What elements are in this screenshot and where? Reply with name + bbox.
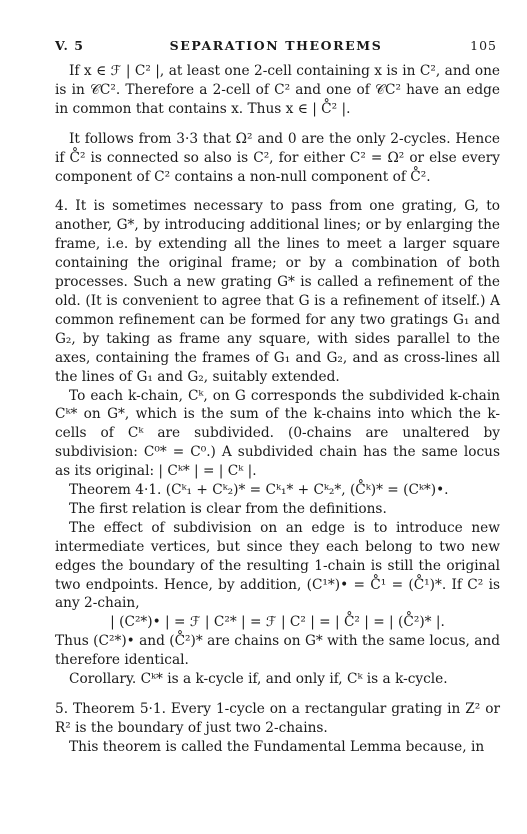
paragraph-subdivided-chain: To each k-chain, Cᵏ, on G corresponds the subdivided k-chain Cᵏ* on G*, which is the sum of the k-chains into which the k-cells of Cᵏ are subdivided. (0-chains are unaltered by subdivision: C⁰* = C⁰.) A subdivided chain has the same locus as its original: | Cᵏ* | = | Cᵏ |.: [55, 387, 500, 480]
paragraph-2-cycles: It follows from 3·3 that Ω² and 0 are the only 2-cycles. Hence if C̊² is connected so also is C², for either C² = Ω² or else every component of C² contains a non-null component of C̊².: [55, 130, 500, 185]
corollary: Corollary. Cᵏ* is a k-cycle if, and only if, Cᵏ is a k-cycle.: [69, 671, 448, 688]
running-title: SEPARATION THEOREMS: [169, 38, 383, 53]
paragraph-fundamental-lemma: This theorem is called the Fundamental Lemma because, in: [69, 738, 485, 755]
page-number: 105: [470, 38, 497, 53]
page-body: [55, 62, 500, 757]
paragraph-proof-end: If x ∈ ℱ | C² |, at least one 2-cell containing x is in C², and one is in 𝒞C². Therefore a 2-cell of C² and one of 𝒞C² have an edge in common that contains x. Thus x ∈ | C̊² |.: [55, 63, 500, 117]
display-formula: | (C²*)• | = ℱ | C²* | = ℱ | C² | = | C̊² | = | (C̊²)* |.: [110, 614, 445, 631]
paragraph-first-relation: The first relation is clear from the definitions.: [69, 500, 387, 517]
section-5-theorem-5-1: 5. Theorem 5·1. Every 1-cycle on a rectangular grating in Z² or R² is the boundary of just two 2-chains.: [55, 701, 500, 736]
chapter-section-number: V. 5: [55, 38, 84, 53]
paragraph-identical-chains: Thus (C²*)• and (C̊²)* are chains on G* with the same locus, and therefore identical.: [55, 633, 500, 669]
running-header: [55, 38, 497, 58]
paragraph-subdivision-effect: The effect of subdivision on an edge is to introduce new intermediate vertices, but since they each belong to two new edges the boundary of the resulting 1-chain is still the original two endpoints. Hence, by addition, (C¹*)• = C̊¹ = (C̊¹)*. If C² is any 2-chain,: [55, 519, 500, 612]
section-4-paragraph: 4. It is sometimes necessary to pass from one grating, G, to another, G*, by introducing additional lines; or by enlarging the frame, i.e. by extending all the lines to meet a larger square containing the original frame; or by a combination of both processes. Such a new grating G* is called a refinement of the old. (It is convenient to agree that G is a refinement of itself.) A common refinement can be formed for any two gratings G₁ and G₂, by taking as frame any square, with sides parallel to the axes, containing the frames of G₁ and G₂, and as cross-lines all the lines of G₁ and G₂, suitably extended.: [55, 198, 500, 385]
theorem-4-1: Theorem 4·1. (Cᵏ₁ + Cᵏ₂)* = Cᵏ₁* + Cᵏ₂*, (C̊ᵏ)* = (Cᵏ*)•.: [69, 482, 449, 499]
